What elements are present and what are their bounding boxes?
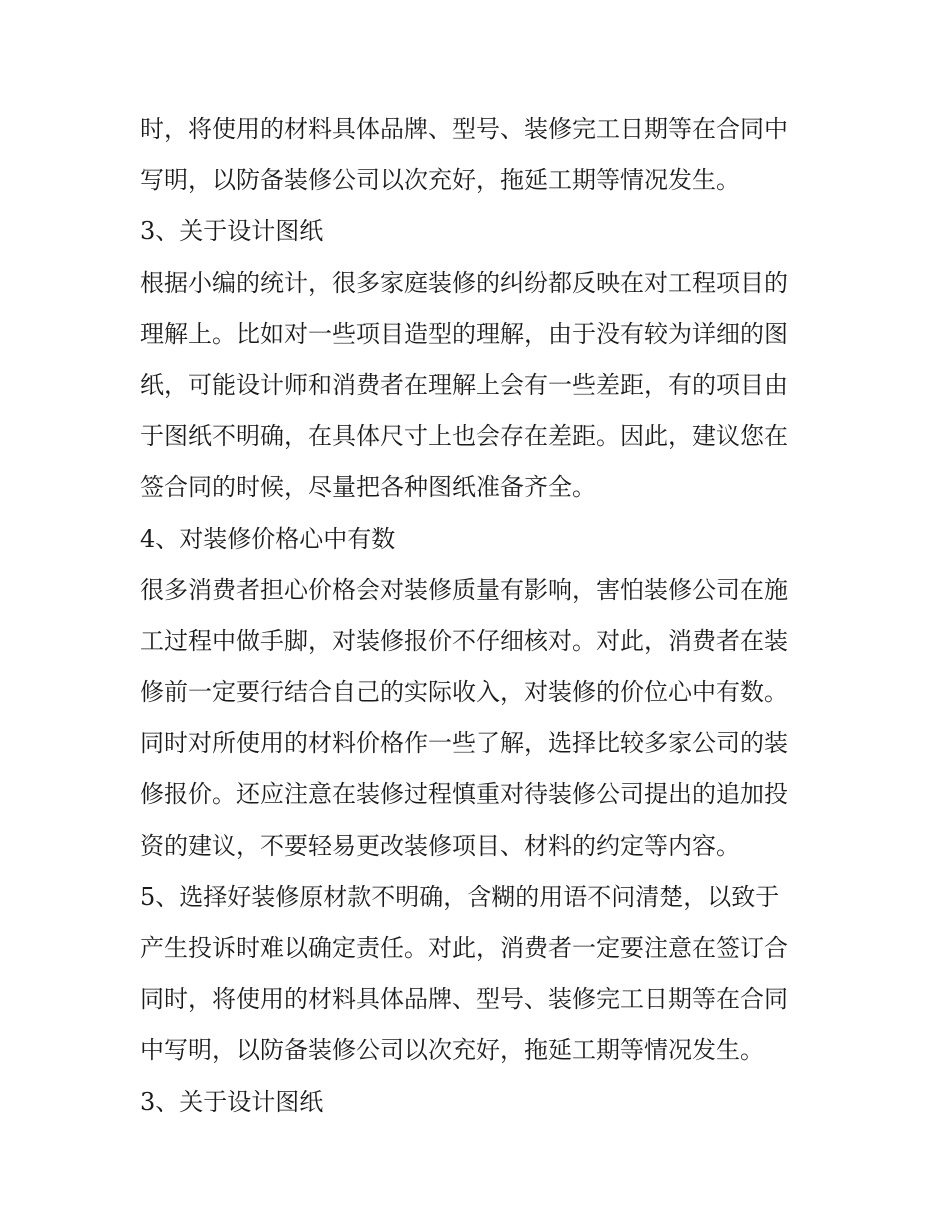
- text-line: 工过程中做手脚，对装修报价不仔细核对。对此，消费者在装: [140, 626, 788, 655]
- section-heading: 4、对装修价格心中有数: [140, 524, 396, 553]
- text-line: 写明，以防备装修公司以次充好，拖延工期等情况发生。: [140, 166, 740, 195]
- text-line: 纸，可能设计师和消费者在理解上会有一些差距，有的项目由: [140, 370, 788, 399]
- section-heading: 5、选择好装修原材款不明确，含糊的用语不问清楚，以致于: [140, 882, 780, 911]
- text-line: 修前一定要行结合自己的实际收入，对装修的价位心中有数。: [140, 678, 788, 707]
- text-line: 同时，将使用的材料具体品牌、型号、装修完工日期等在合同: [140, 985, 788, 1014]
- text-line: 中写明，以防备装修公司以次充好，拖延工期等情况发生。: [140, 1036, 764, 1065]
- text-line: 同时对所使用的材料价格作一些了解，选择比较多家公司的装: [140, 729, 788, 758]
- text-line: 签合同的时候，尽量把各种图纸准备齐全。: [140, 473, 596, 502]
- document-page: [140, 104, 820, 1128]
- text-line: 于图纸不明确，在具体尺寸上也会存在差距。因此，建议您在: [140, 422, 788, 451]
- text-line: 根据小编的统计，很多家庭装修的纠纷都反映在对工程项目的: [140, 268, 788, 297]
- text-line: 产生投诉时难以确定责任。对此，消费者一定要注意在签订合: [140, 934, 788, 962]
- text-line: 修报价。还应注意在装修过程慎重对待装修公司提出的追加投: [140, 780, 788, 809]
- section-heading: 3、关于设计图纸: [140, 217, 324, 246]
- text-line: 时，将使用的材料具体品牌、型号、装修完工日期等在合同中: [140, 115, 788, 143]
- text-line: 理解上。比如对一些项目造型的理解，由于没有较为详细的图: [140, 319, 788, 348]
- section-heading: 3、关于设计图纸: [140, 1087, 324, 1116]
- text-line: 资的建议，不要轻易更改装修项目、材料的约定等内容。: [140, 831, 740, 860]
- text-line: 很多消费者担心价格会对装修质量有影响，害怕装修公司在施: [140, 575, 788, 604]
